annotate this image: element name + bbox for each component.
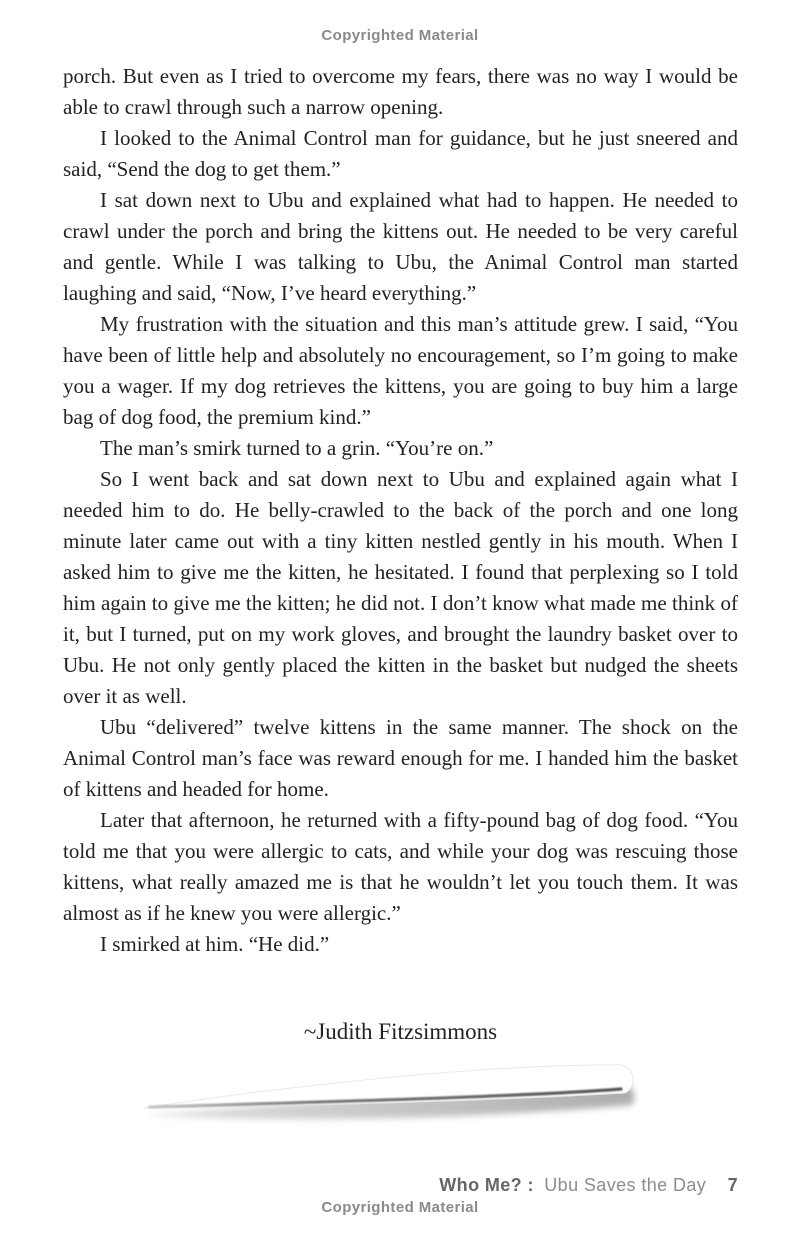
footer-chapter-title: Ubu Saves the Day bbox=[544, 1175, 707, 1195]
swoosh-divider-graphic bbox=[138, 1052, 660, 1130]
paragraph: porch. But even as I tried to overcome my fears, there was no way I would be able to crawl through such a narrow opening. bbox=[63, 64, 738, 119]
paragraph: Ubu “delivered” twelve kittens in the same manner. The shock on the Animal Control man’s face was reward enough for me. I handed him the basket of kittens and headed for home. bbox=[63, 715, 738, 801]
footer-book-title: Who Me? : bbox=[439, 1175, 534, 1195]
story-text-block bbox=[63, 61, 738, 960]
paragraph: So I went back and sat down next to Ubu and explained again what I needed him to do. He belly-crawled to the back of the porch and one long minute later came out with a tiny kitten nestled gently in his mouth. When I asked him to give me the kitten, he hesitated. I found that perplexing so I told him again to give me the kitten; he did not. I don’t know what made me think of it, but I turned, put on my work gloves, and brought the laundry basket over to Ubu. He not only gently placed the kitten in the basket but nudged the sheets over it as well. bbox=[63, 467, 738, 708]
paragraph: I looked to the Animal Control man for guidance, but he just sneered and said, “Send the dog to get them.” bbox=[63, 126, 738, 181]
paragraph: I sat down next to Ubu and explained what had to happen. He needed to crawl under the porch and bring the kittens out. He needed to be very careful and gentle. While I was talking to Ubu, the Animal Control man started laughing and said, “Now, I’ve heard everything.” bbox=[63, 188, 738, 305]
paragraph: Later that afternoon, he returned with a fifty-pound bag of dog food. “You told me that you were allergic to cats, and while your dog was rescuing those kittens, what really amazed me is that he wouldn’t let you touch them. It was almost as if he knew you were allergic.” bbox=[63, 808, 738, 925]
paragraph: The man’s smirk turned to a grin. “You’re on.” bbox=[100, 436, 494, 460]
paragraph: I smirked at him. “He did.” bbox=[100, 932, 330, 956]
copyright-notice-top: Copyrighted Material bbox=[321, 27, 479, 44]
author-attribution: ~Judith Fitzsimmons bbox=[303, 1019, 498, 1044]
running-footer bbox=[63, 1175, 738, 1196]
copyright-notice-bottom: Copyrighted Material bbox=[321, 1199, 479, 1216]
swoosh-icon bbox=[138, 1052, 660, 1130]
footer-page-number: 7 bbox=[727, 1175, 738, 1195]
paragraph: My frustration with the situation and this man’s attitude grew. I said, “You have been of little help and absolutely no encouragement, so I’m going to make you a wager. If my dog retrieves the kittens, you are going to buy him a large bag of dog food, the premium kind.” bbox=[63, 312, 738, 429]
